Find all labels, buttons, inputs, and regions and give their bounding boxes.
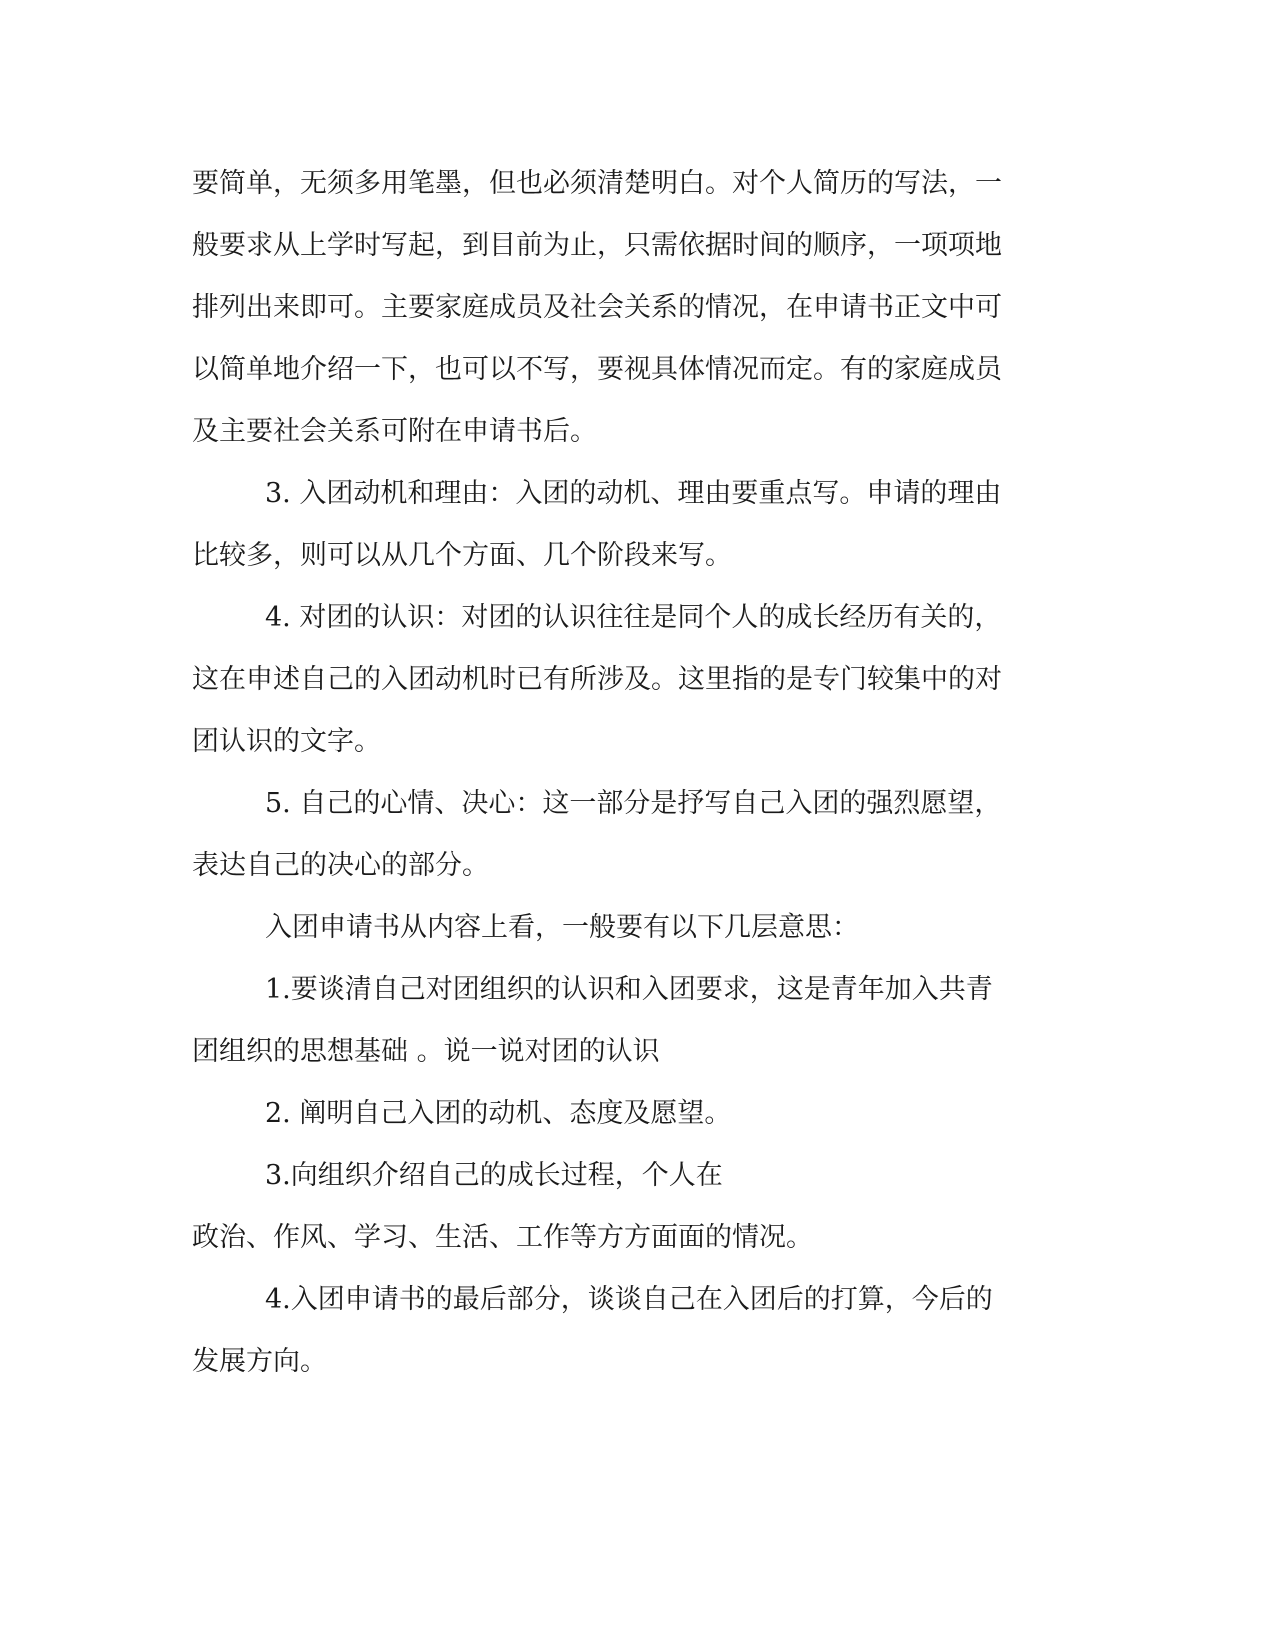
body-text-line: 发展方向。: [192, 1346, 327, 1377]
body-text-line: 要简单，无须多用笔墨，但也必须清楚明白。对个人简历的写法，一: [192, 168, 1002, 199]
body-text-line: 表达自己的决心的部分。: [192, 850, 489, 881]
body-text-line: 这在申述自己的入团动机时已有所涉及。这里指的是专门较集中的对: [192, 664, 1002, 695]
body-text-line: 团组织的思想基础 。说一说对团的认识: [192, 1036, 660, 1067]
body-text-line: 排列出来即可。主要家庭成员及社会关系的情况，在申请书正文中可: [192, 292, 1002, 323]
section-heading-line: 5. 自己的心情、决心：这一部分是抒写自己入团的强烈愿望，: [265, 788, 1002, 819]
body-text-line: 及主要社会关系可附在申请书后。: [192, 416, 597, 447]
body-text-line: 政治、作风、学习、生活、工作等方方面面的情况。: [192, 1222, 813, 1253]
list-item-line: 3.向组织介绍自己的成长过程，个人在: [265, 1160, 723, 1191]
list-item-line: 2. 阐明自己入团的动机、态度及愿望。: [265, 1098, 732, 1129]
list-item-line: 1.要谈清自己对团组织的认识和入团要求，这是青年加入共青: [265, 974, 993, 1005]
body-text-line: 般要求从上学时写起，到目前为止，只需依据时间的顺序，一项项地: [192, 230, 1002, 261]
body-text-line: 以简单地介绍一下，也可以不写，要视具体情况而定。有的家庭成员: [192, 354, 1002, 385]
section-heading-line: 3. 入团动机和理由：入团的动机、理由要重点写。申请的理由: [265, 478, 1002, 509]
body-text-line: 团认识的文字。: [192, 726, 381, 757]
section-heading-line: 4. 对团的认识：对团的认识往往是同个人的成长经历有关的，: [265, 602, 1002, 633]
body-text-line: 比较多，则可以从几个方面、几个阶段来写。: [192, 540, 732, 571]
list-item-line: 4.入团申请书的最后部分，谈谈自己在入团后的打算，今后的: [265, 1284, 993, 1315]
paragraph-intro-line: 入团申请书从内容上看，一般要有以下几层意思：: [265, 912, 859, 943]
